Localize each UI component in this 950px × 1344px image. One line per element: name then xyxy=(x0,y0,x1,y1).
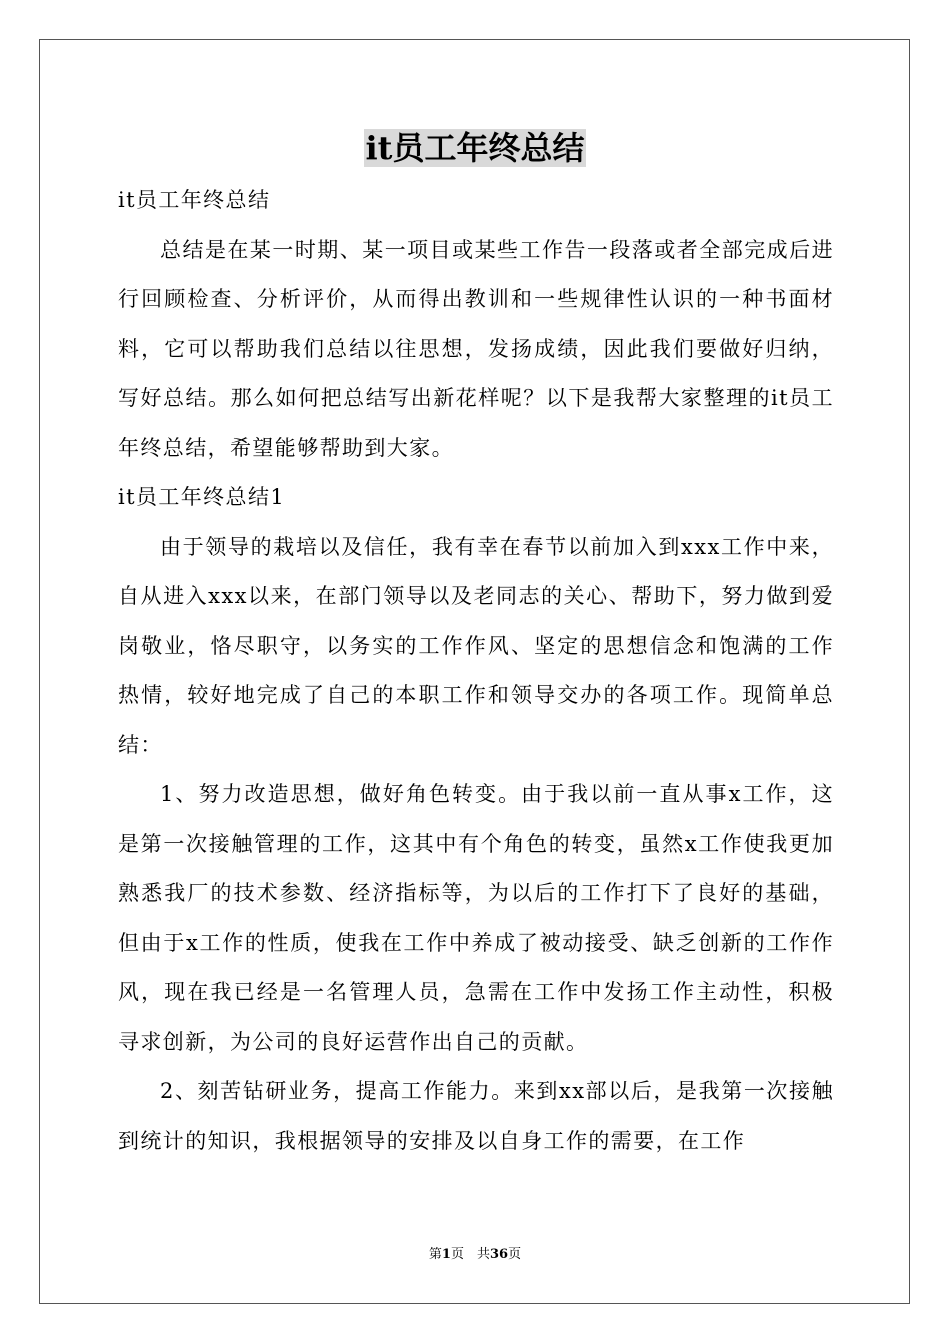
paragraph-heading-intro: it员工年终总结 xyxy=(118,188,271,212)
footer-mid: 页 共 xyxy=(450,1247,490,1262)
paragraph-point-1: 1、努力改造思想，做好角色转变。由于我以前一直从事x工作，这是第一次接触管理的工作，这其中有个角色的转变，虽然x工作使我更加熟悉我厂的技术参数、经济指标等，为以后的工作打下了良好的基础，但由于x工作的性质，使我在工作中养成了被动接受、缺乏创新的工作作风，现在我已经是一名管理人员，急需在工作中发扬工作主动性，积极寻求创新，为公司的良好运营作出自己的贡献。 xyxy=(118,782,834,1054)
paragraph-section-1-opening: 由于领导的栽培以及信任，我有幸在春节以前加入到xxx工作中来，自从进入xxx以来，在部门领导以及老同志的关心、帮助下，努力做到爱岗敬业，恪尽职守，以务实的工作作风、坚定的思想信念和饱满的工作热情，较好地完成了自己的本职工作和领导交办的各项工作。现简单总结： xyxy=(118,534,834,757)
footer-page-number: 1 xyxy=(441,1247,451,1262)
footer-prefix: 第 xyxy=(428,1247,442,1262)
paragraph-heading-section-1: it员工年终总结1 xyxy=(118,485,286,509)
document-body xyxy=(118,176,834,1166)
document-title xyxy=(0,126,950,170)
footer-suffix: 页 xyxy=(508,1247,522,1262)
footer-total-pages: 36 xyxy=(489,1247,509,1262)
document-title-text: it员工年终总结 xyxy=(365,129,585,167)
page-footer xyxy=(0,1246,950,1264)
paragraph-intro: 总结是在某一时期、某一项目或某些工作告一段落或者全部完成后进行回顾检查、分析评价，从而得出教训和一些规律性认识的一种书面材料，它可以帮助我们总结以往思想，发扬成绩，因此我们要做好归纳，写好总结。那么如何把总结写出新花样呢？以下是我帮大家整理的it员工年终总结，希望能够帮助到大家。 xyxy=(118,237,834,460)
paragraph-point-2: 2、刻苦钻研业务，提高工作能力。来到xx部以后，是我第一次接触到统计的知识，我根据领导的安排及以自身工作的需要，在工作 xyxy=(118,1079,834,1153)
